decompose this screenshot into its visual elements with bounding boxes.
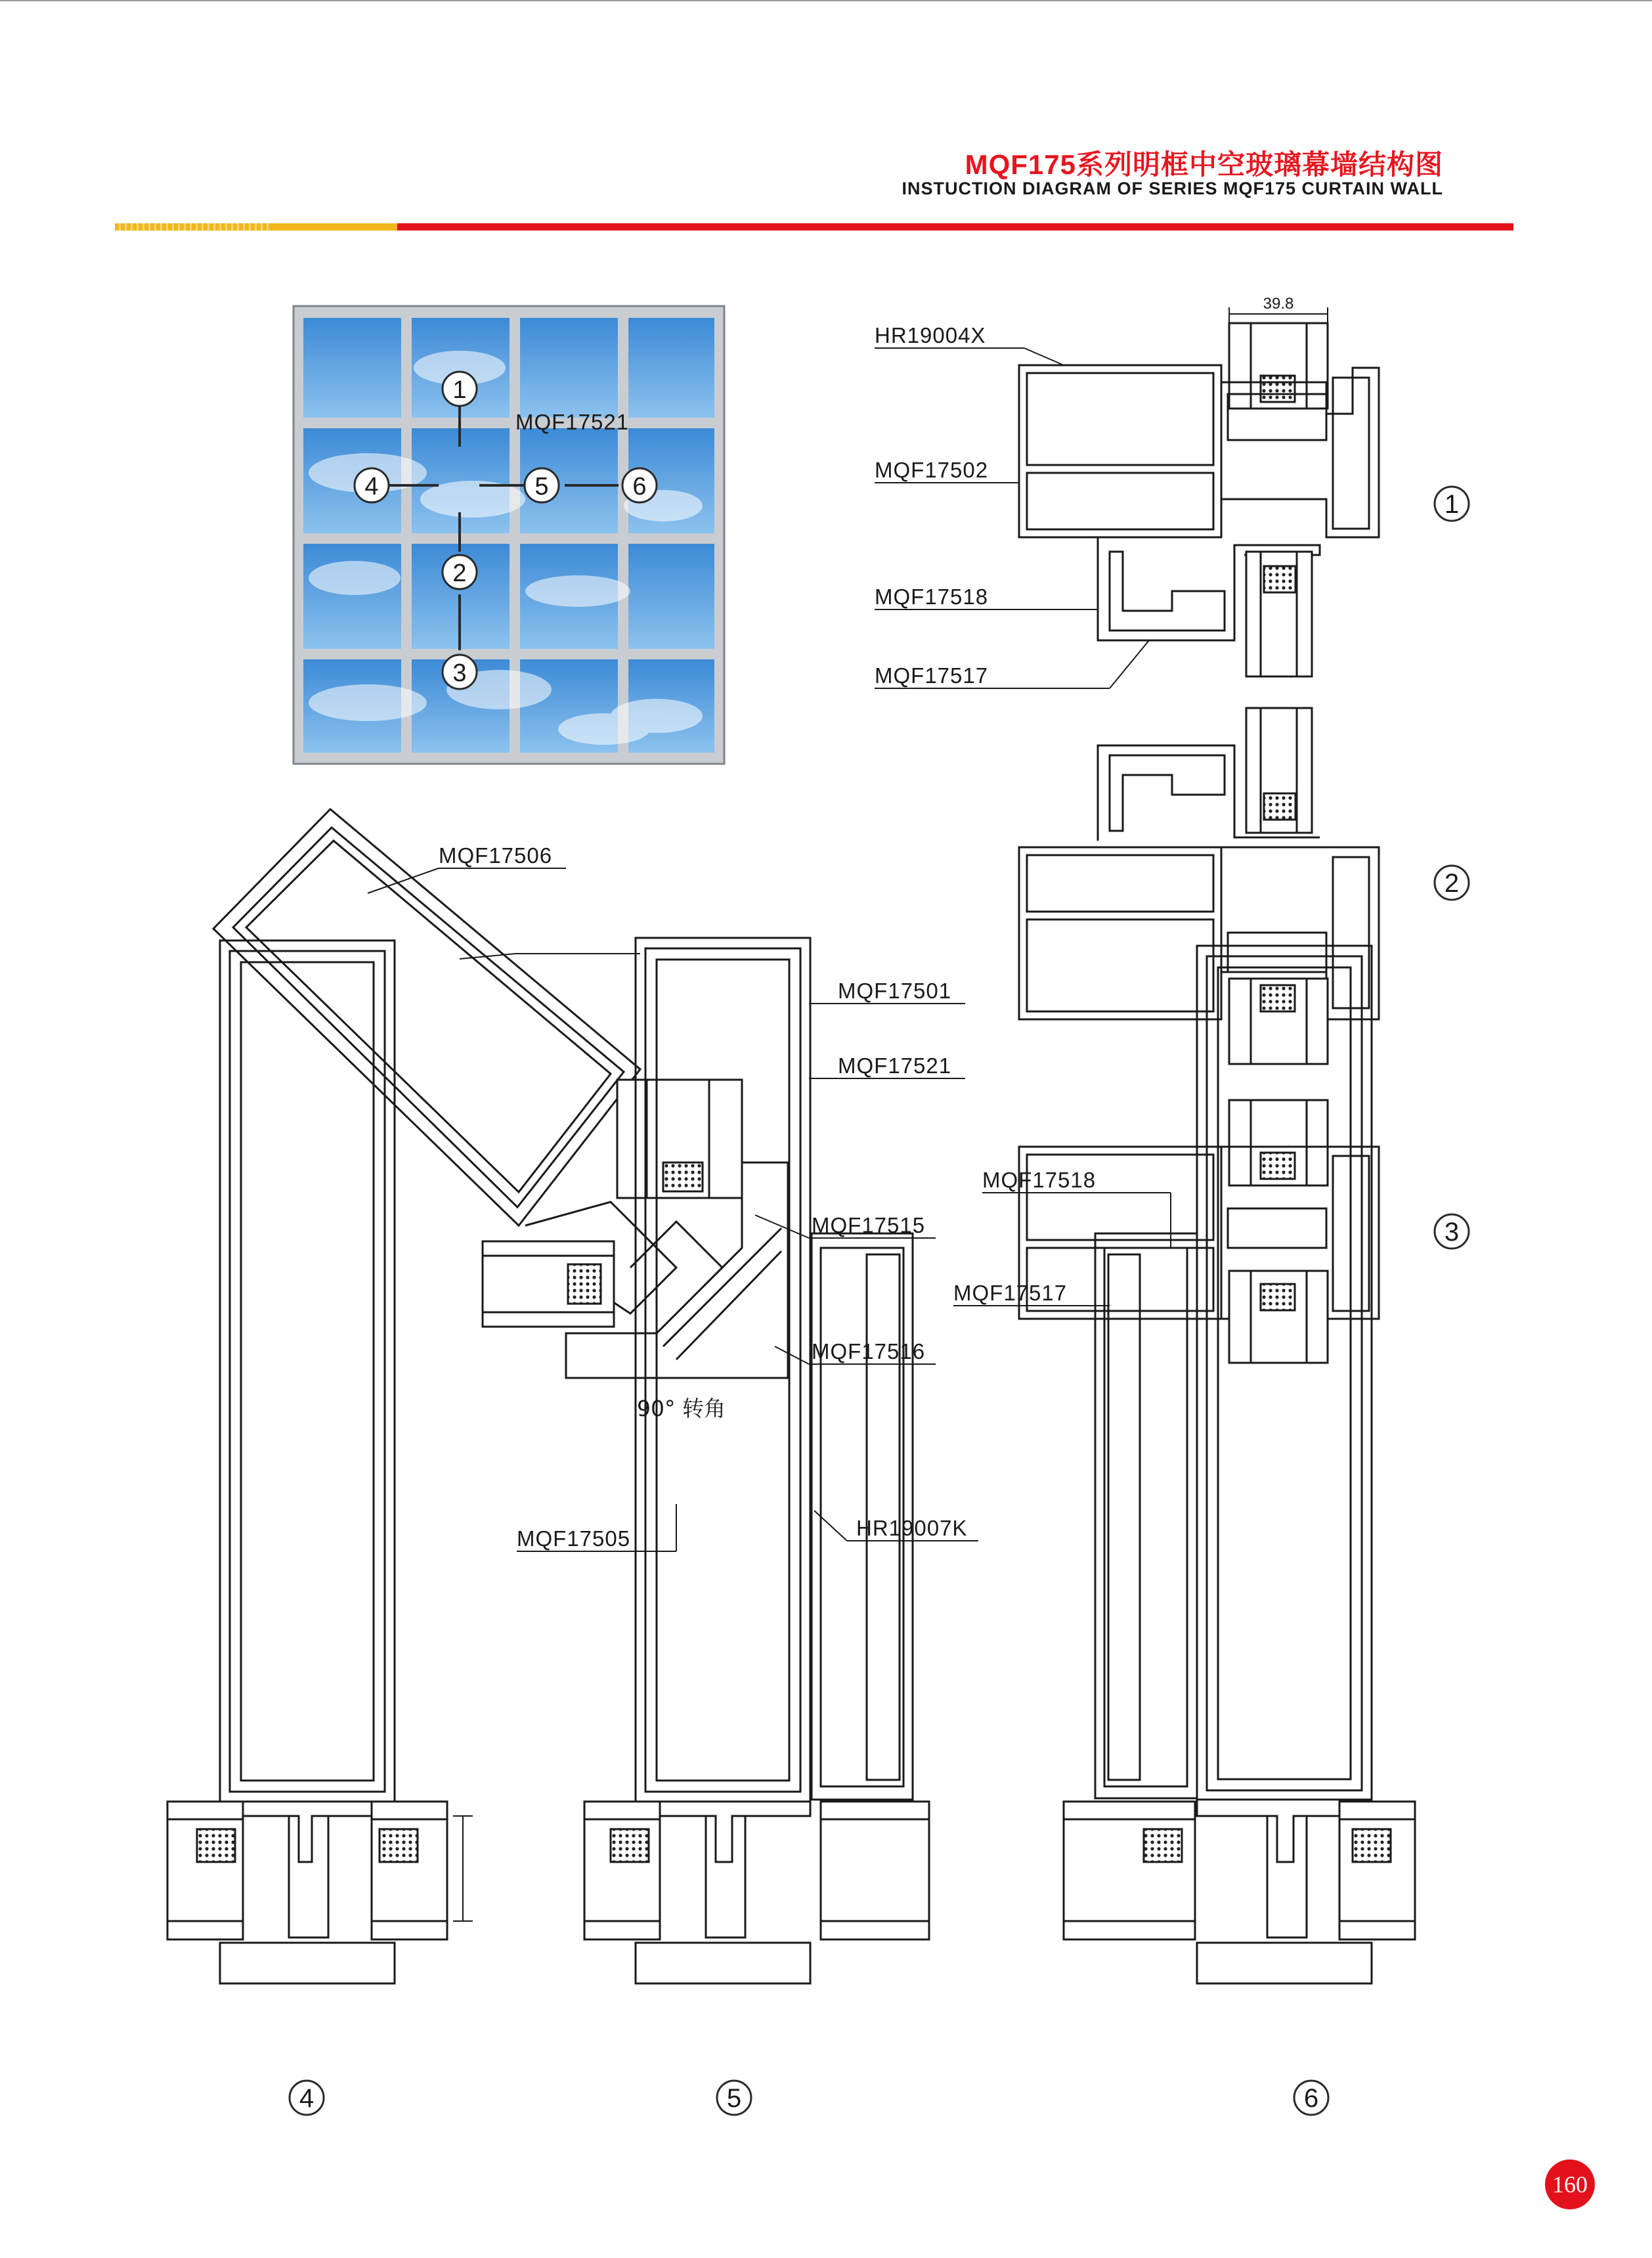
svg-text:6: 6 [632,473,647,500]
svg-text:3: 3 [452,659,467,687]
label-mqf17506: MQF17506 [439,843,553,868]
label-mqf17517-s6: MQF17517 [953,1281,1068,1305]
page-title-chinese: MQF175系列明框中空玻璃幕墙结构图 [965,149,1443,180]
label-mqf17515: MQF17515 [812,1213,926,1237]
marker-4 [355,468,389,502]
sealant-block [1261,1284,1295,1310]
section-2-drawing [1019,708,1379,1064]
svg-text:6: 6 [1303,2084,1319,2113]
sealant-block [611,1829,649,1862]
marker-2 [443,555,477,589]
label-mqf17505: MQF17505 [517,1526,631,1551]
label-mqf17516: MQF17516 [812,1339,926,1363]
svg-text:4: 4 [364,473,379,500]
label-hr19004x: HR19004X [875,323,986,347]
sealant-block [663,1162,703,1191]
label-mqf17517: MQF17517 [875,663,989,688]
sealant-block [1264,793,1295,820]
section-5-drawing [584,938,929,1983]
marker-5 [525,468,559,502]
sealant-block [1261,376,1295,402]
section-5-number [717,2081,751,2115]
marker-6 [622,468,657,502]
page-title-english: INSTUCTION DIAGRAM OF SERIES MQF175 CURTAIN WALL [902,179,1443,198]
svg-text:1: 1 [1444,490,1460,519]
elevation-view [293,306,724,764]
sealant-block [380,1829,418,1862]
label-mqf17521-corner: MQF17521 [515,410,630,434]
section-1-leaders [875,348,1149,688]
label-hr19007k: HR19007K [856,1516,968,1540]
svg-text:5: 5 [726,2084,742,2113]
section-2-number [1435,866,1469,900]
sealant-block [1353,1829,1391,1862]
sealant-block [568,1264,601,1304]
section-3-number [1435,1214,1469,1249]
marker-1 [443,372,477,406]
corner-caption: 90° 转角 [637,1396,726,1421]
section-1-dimension: 39.8 [1263,295,1294,313]
label-mqf17502: MQF17502 [875,458,989,482]
section-6-number [1294,2081,1328,2115]
label-mqf17521: MQF17521 [838,1053,952,1078]
section-3-drawing [1019,1100,1379,1363]
label-mqf17518: MQF17518 [875,585,989,609]
sealant-block [1144,1829,1182,1862]
label-mqf17518-s6: MQF17518 [982,1168,1097,1192]
label-mqf17501: MQF17501 [838,979,952,1003]
svg-text:2: 2 [452,560,467,587]
section-1-drawing [1019,307,1379,676]
svg-text:5: 5 [534,473,549,500]
sealant-block [197,1829,235,1862]
section-1-number [1435,487,1469,521]
svg-text:4: 4 [299,2084,315,2113]
page-number-badge: 160 [1545,2159,1595,2209]
svg-text:1: 1 [452,376,467,404]
sealant-block [1261,1153,1295,1179]
marker-3 [443,655,477,689]
section-4-number [290,2081,324,2115]
svg-text:3: 3 [1444,1218,1460,1247]
section-4-drawing [167,941,473,1983]
sealant-block [1264,566,1295,592]
svg-text:2: 2 [1444,869,1460,898]
sealant-block [1261,985,1295,1011]
corner-drawing [213,809,788,1378]
